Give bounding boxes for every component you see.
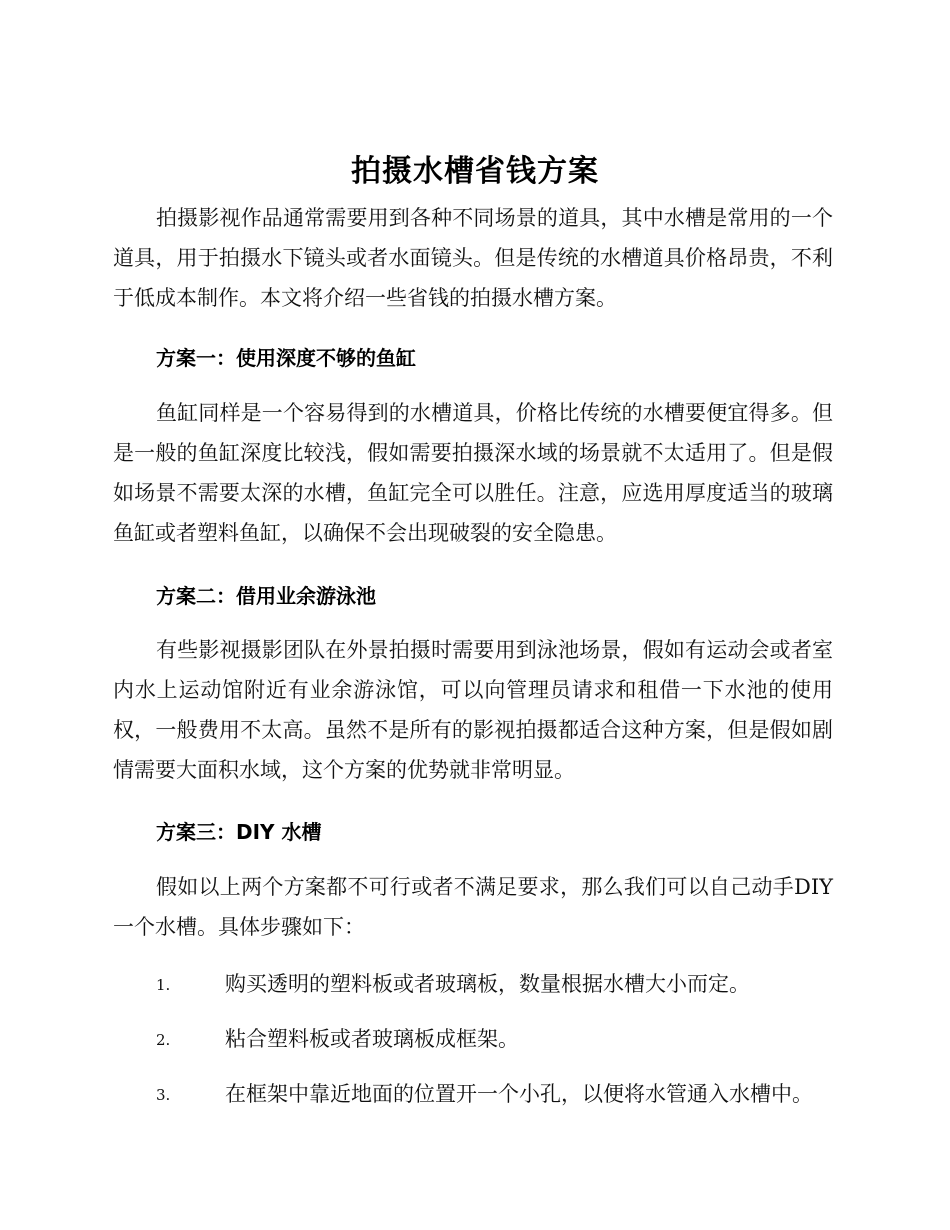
section-heading-3: 方案三：DIY 水槽: [156, 820, 322, 844]
section-heading-1: 方案一：使用深度不够的鱼缸: [156, 346, 416, 370]
list-item: [113, 1079, 843, 1109]
section-body-2: 有些影视摄影团队在外景拍摄时需要用到泳池场景，假如有运动会或者室内水上运动馆附近有业余游泳馆，可以向管理员请求和租借一下水池的使用权，一般费用不太高。虽然不是所有的影视拍摄都适合这种方案，但是假如剧情需要大面积水域，这个方案的优势就非常明显。: [113, 638, 833, 782]
document-title: 拍摄水槽省钱方案: [351, 154, 599, 189]
list-number: 3.: [156, 1086, 171, 1104]
section-heading-2: 方案二：借用业余游泳池: [156, 584, 376, 608]
section-body-1: 鱼缸同样是一个容易得到的水槽道具，价格比传统的水槽要便宜得多。但是一般的鱼缸深度比较浅，假如需要拍摄深水域的场景就不太适用了。但是假如场景不需要太深的水槽，鱼缸完全可以胜任。注意，应选用厚度适当的玻璃鱼缸或者塑料鱼缸，以确保不会出现破裂的安全隐患。: [113, 401, 833, 545]
list-text: 在框架中靠近地面的位置开一个小孔，以便将水管通入水槽中。: [225, 1082, 813, 1106]
list-text: 粘合塑料板或者玻璃板成框架。: [225, 1027, 519, 1051]
intro-paragraph: 拍摄影视作品通常需要用到各种不同场景的道具，其中水槽是常用的一个道具，用于拍摄水下镜头或者水面镜头。但是传统的水槽道具价格昂贵，不利于低成本制作。本文将介绍一些省钱的拍摄水槽方案。: [113, 206, 833, 310]
list-item: [113, 1024, 843, 1054]
list-number: 1.: [156, 976, 171, 994]
list-text: 购买透明的塑料板或者玻璃板，数量根据水槽大小而定。: [225, 972, 750, 996]
section-body-3: 假如以上两个方案都不可行或者不满足要求，那么我们可以自己动手DIY 一个水槽。具体步骤如下：: [113, 875, 833, 939]
list-item: [113, 969, 843, 999]
list-number: 2.: [156, 1031, 171, 1049]
